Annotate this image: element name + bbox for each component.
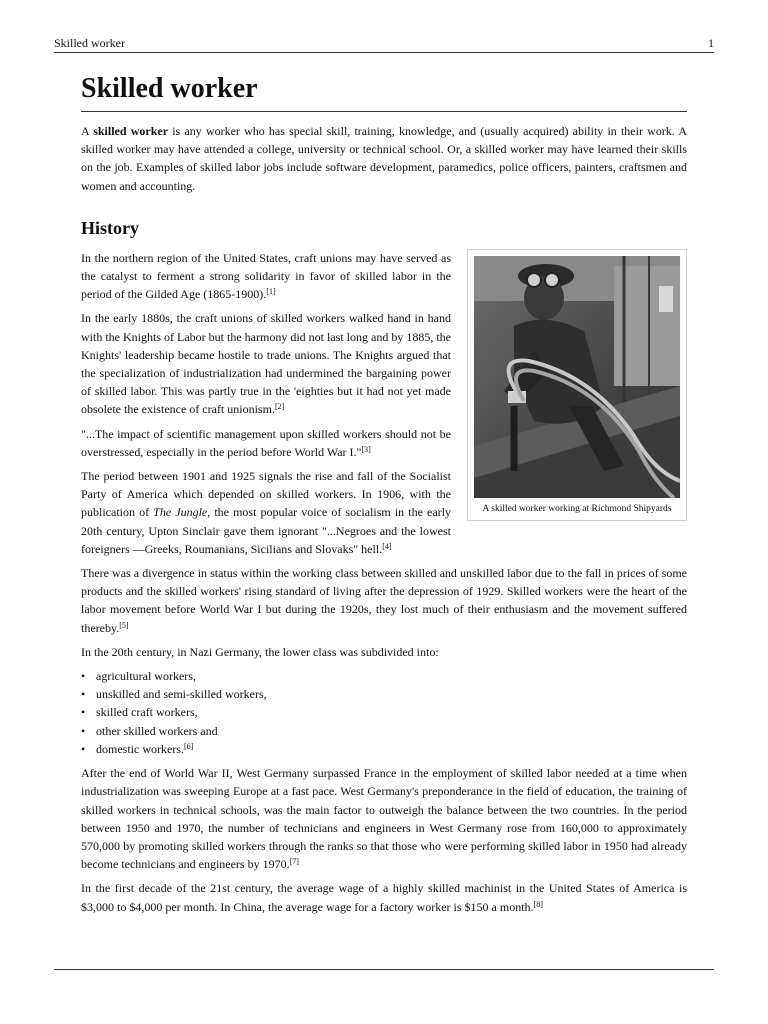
citation-6[interactable]: [6] (183, 741, 194, 751)
running-header (54, 34, 714, 53)
history-paragraph-3: "...The impact of scientific management upon skilled workers should not be overstressed, especially in the period before World War I."[3] (81, 426, 451, 459)
list-item: • unskilled and semi-skilled workers, (96, 685, 687, 703)
history-paragraph-5: There was a divergence in status within the working class between skilled and unskilled labor due to the fall in prices of some products and the skilled workers' rising standard of living after the depression of 1929. Skilled workers were the heart of the labor movement before World War I but during the 1920s, they lost much of their enthusiasm and the movement suffered thereby.[5] (81, 566, 687, 635)
page-number: 1 (708, 36, 714, 50)
history-paragraph-2: In the early 1880s, the craft unions of skilled workers walked hand in hand with the Knights of Labor but the harmony did not last long and by 1885, the Knights' leadership became hostile to trade unions. The Knights argued that the specialization of industrialization had undermined the bargaining power of skilled labor. This was partly true in the 'eighties but it had not yet made obsolete the existence of craft unionism.[2] (81, 311, 451, 417)
article-body (81, 72, 687, 922)
history-paragraph-6: In the 20th century, in Nazi Germany, the lower class was subdivided into: (81, 644, 439, 659)
history-paragraph-1: In the northern region of the United States, craft unions may have served as the catalyst to ferment a strong solidarity in favor of skilled labor in the period of the Gilded Age (1865-1900).[1] (81, 250, 451, 302)
list-item: • domestic workers.[6] (96, 740, 687, 758)
book-title: The Jungle (153, 505, 208, 520)
figure-thumbnail[interactable] (467, 249, 687, 521)
running-header-title: Skilled worker (54, 36, 125, 50)
footer-rule (54, 969, 714, 970)
class-list (81, 667, 687, 758)
list-item: • agricultural workers, (96, 667, 687, 685)
history-paragraph-4: The period between 1901 and 1925 signals the rise and fall of the Socialist Party of America which depended on skilled workers. In 1906, with the publication of The Jungle, the most popular voice of socialism in the early 20th century, Upton Sinclair gave them ignorant "...Negroes and the lowest foreigners —Greeks, Roumanians, Sicilians and Slovaks" hell.[4] (81, 469, 451, 556)
history-paragraph-8: In the first decade of the 21st century, the average wage of a highly skilled machinist in the United States of America is $3,000 to $4,000 per month. In China, the average wage for a factory worker is $150 a month.[8] (81, 881, 687, 914)
citation-4[interactable]: [4] (382, 541, 392, 551)
citation-8[interactable]: [8] (533, 899, 543, 909)
citation-7[interactable]: [7] (289, 857, 299, 867)
history-paragraph-7: After the end of World War II, West Germany surpassed France in the employment of skilled labor needed at a time when industrialization was sweeping Europe at a fast pace. West Germany's preponderance in the field of education, the training of skilled workers in technical schools, was the main factor to outweigh the balance between the two countries. In the period between 1950 and 1970, the number of technicians and engineers in West Germany rose from 160,000 to approximately 570,000 by promoting skilled workers through the ranks so that those who were performing skilled labor in 1950 had already become technicians and engineers by 1970.[7] (81, 766, 687, 872)
list-item: • other skilled workers and (96, 722, 687, 740)
shipyard-worker-photo (474, 256, 680, 498)
citation-3[interactable]: [3] (361, 444, 371, 454)
list-item: • skilled craft workers, (96, 703, 687, 721)
figure-caption: A skilled worker working at Richmond Shipyards (482, 503, 672, 514)
citation-5[interactable]: [5] (119, 620, 129, 630)
lead-term: skilled worker (93, 124, 169, 138)
citation-2[interactable]: [2] (274, 402, 285, 412)
citation-1[interactable]: [1] (266, 287, 276, 297)
article-title: Skilled worker (81, 72, 687, 112)
section-heading-history: History (81, 217, 139, 238)
lead-paragraph: A skilled worker is any worker who has special skill, training, knowledge, and (usually acquired) ability in their work. A skilled worker may have attended a college, university or technical school. Or, a skilled worker may have learned their skills on the job. Examples of skilled labor jobs include software development, paramedics, police officers, painters, craftsmen and women and accounting. (81, 124, 687, 193)
